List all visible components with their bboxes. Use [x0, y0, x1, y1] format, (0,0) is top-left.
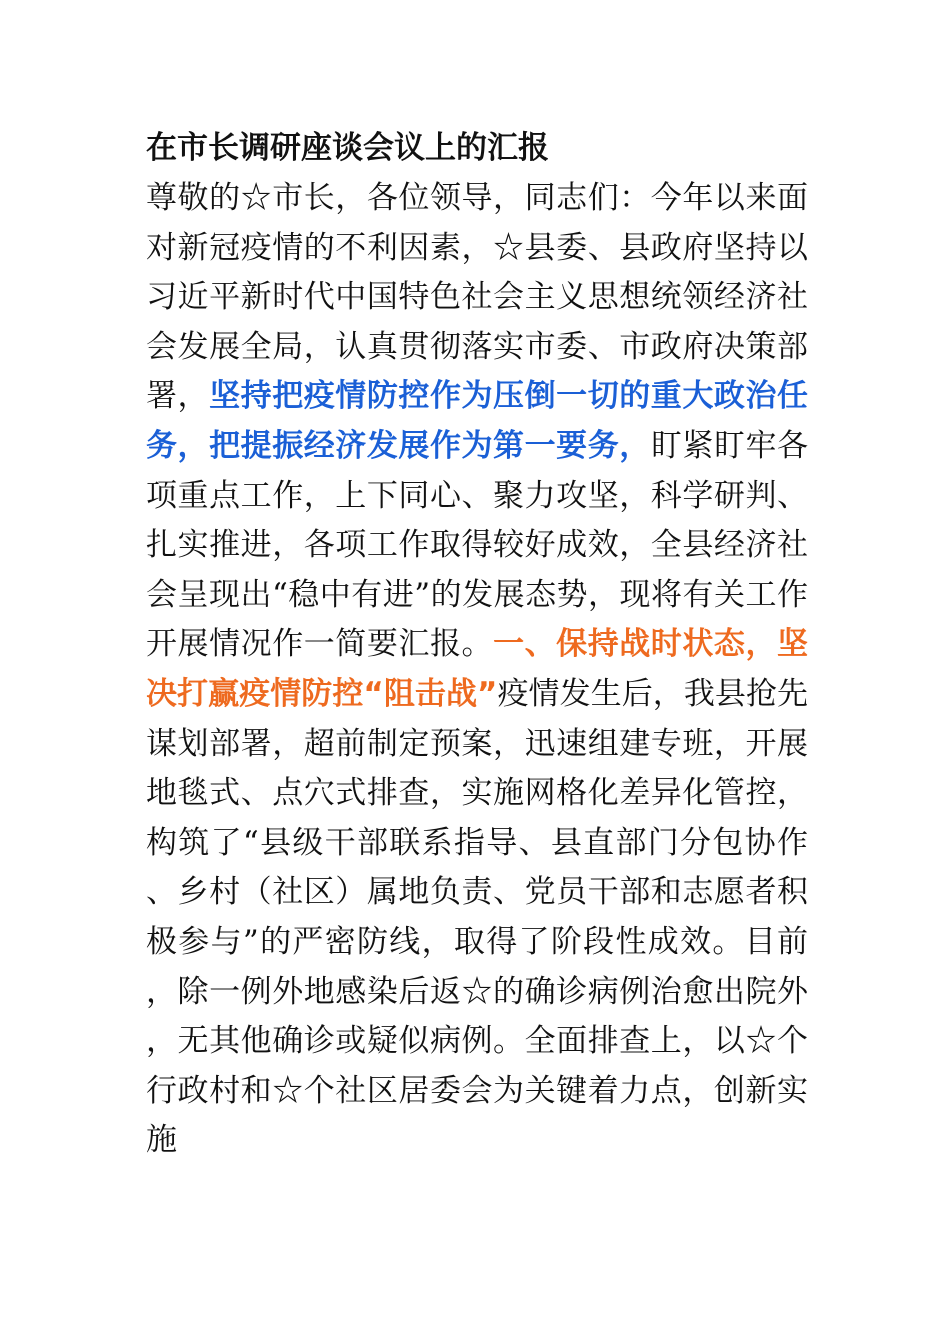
section-heading-1: 一、保持战时状态，坚决打赢疫情防控“阻击战”	[146, 626, 809, 712]
highlight-key-task: 坚持把疫情防控作为压倒一切的重大政治任务，把提振经济发展作为第一要务，	[146, 378, 809, 464]
document-page	[146, 122, 808, 1166]
body-text-section-1: 疫情发生后，我县抢先谋划部署，超前制定预案，迅速组建专班，开展地毯式、点穴式排查，实施网格化差异化管控，构筑了“县级干部联系指导、县直部门分包协作、乡村（社区）属地负责、党员干部和志愿者积极参与”的严密防线，取得了阶段性成效。目前，除一例外地感染后返☆的确诊病例治愈出院外，无其他确诊或疑似病例。全面排查上，以☆个行政村和☆个社区居委会为关键着力点，创新实施	[146, 675, 809, 1159]
document-title: 在市长调研座谈会议上的汇报	[146, 130, 549, 166]
body-text-intro: 尊敬的☆市长，各位领导，同志们：今年以来面对新冠疫情的不利因素，☆县委、县政府坚持以习近平新时代中国特色社会主义思想统领经济社会发展全局，认真贯彻落实市委、市政府决策部署，	[146, 180, 808, 415]
document-body	[146, 174, 808, 1166]
body-text-summary: 盯紧盯牢各项重点工作，上下同心、聚力攻坚，科学研判、扎实推进，各项工作取得较好成效，全县经济社会呈现出“稳中有进”的发展态势，现将有关工作开展情况作一简要汇报。	[146, 427, 809, 663]
